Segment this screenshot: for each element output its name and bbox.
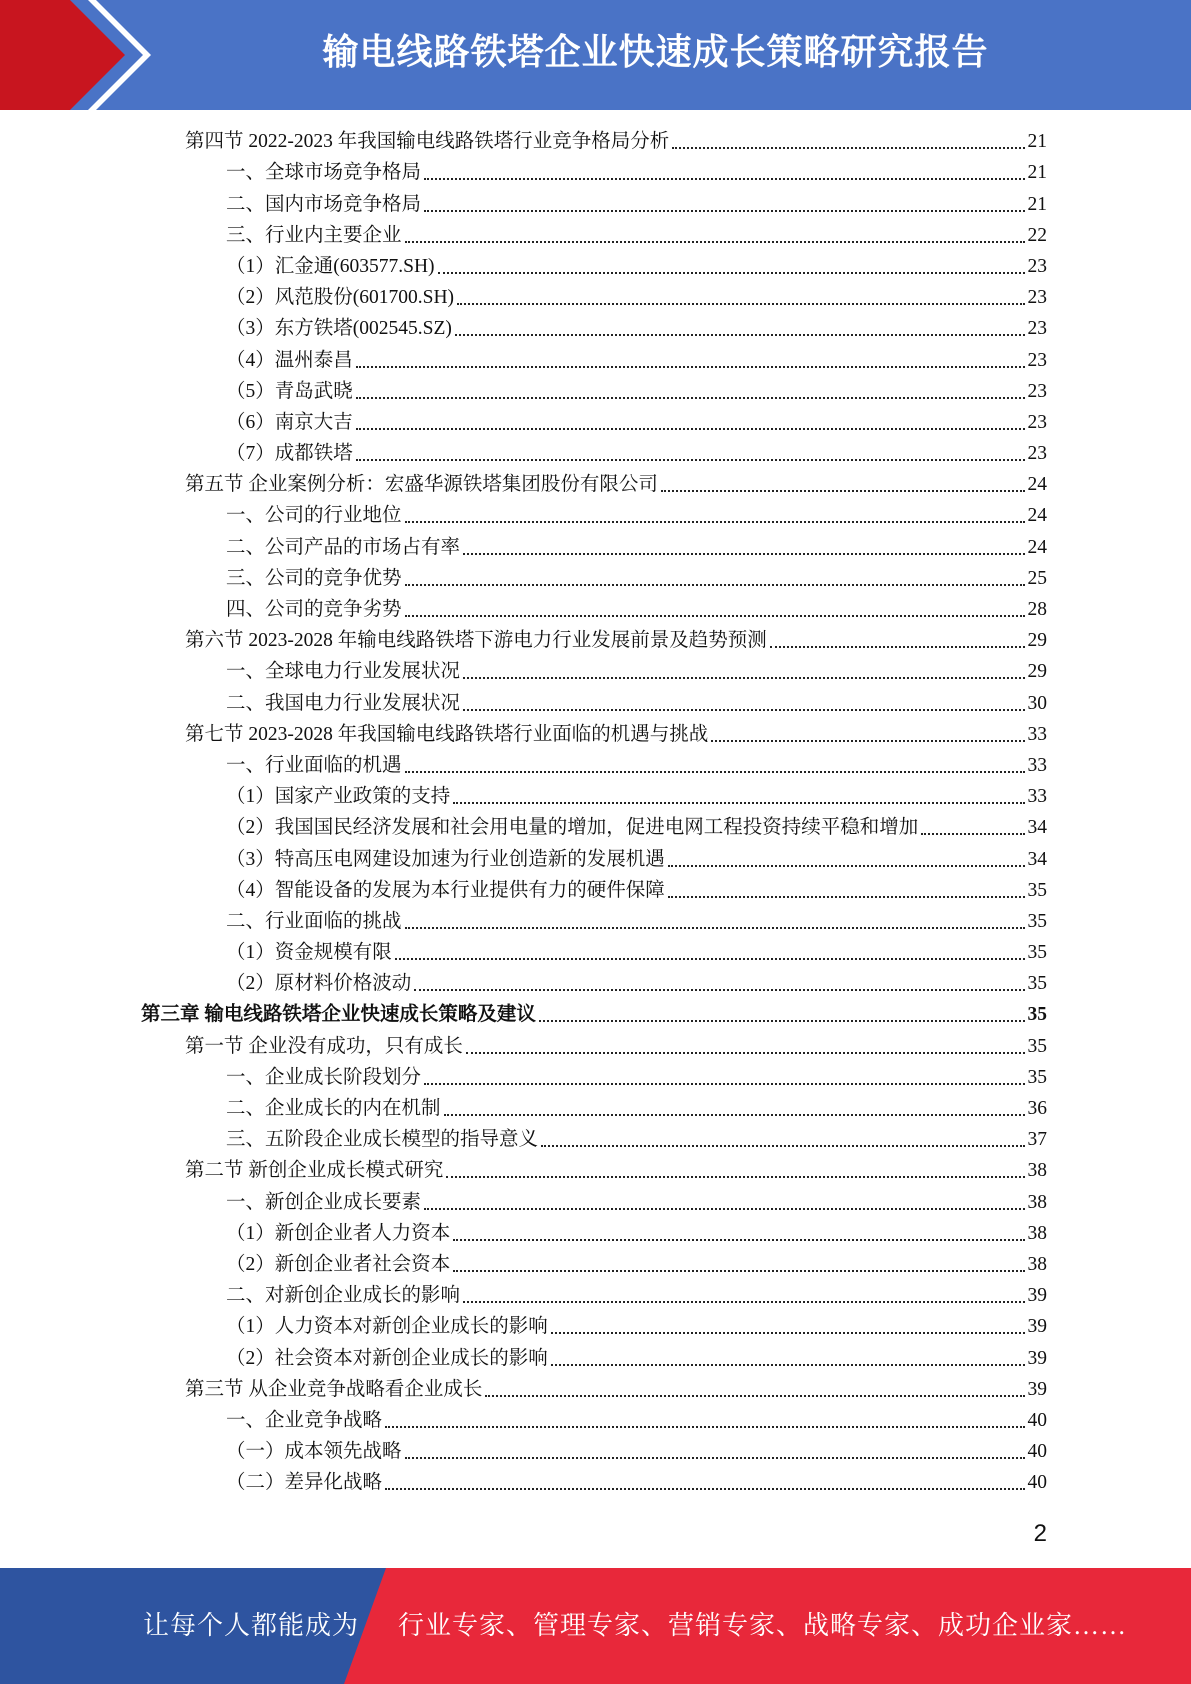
toc-entry-page: 40 — [1027, 1441, 1047, 1463]
toc-entry-title: （2）社会资本对新创企业成长的影响 — [226, 1347, 548, 1369]
footer-slogan-right: 行业专家、管理专家、营销专家、战略专家、成功企业家…… — [398, 1611, 1128, 1640]
toc-entry-page: 35 — [1027, 1066, 1047, 1088]
toc-entry-page: 33 — [1027, 754, 1047, 776]
toc-entry-page: 25 — [1027, 567, 1047, 589]
toc-entry-item[interactable] — [0, 1280, 1191, 1311]
toc-entry-title: 一、企业成长阶段划分 — [226, 1066, 422, 1088]
toc-entry-title: 一、全球电力行业发展状况 — [226, 661, 461, 683]
toc-entry-item[interactable] — [0, 1062, 1191, 1093]
toc-entry-page: 39 — [1027, 1316, 1047, 1338]
toc-entry-title: （4）智能设备的发展为本行业提供有力的硬件保障 — [226, 879, 665, 901]
table-of-contents — [0, 126, 1191, 1498]
toc-entry-title: （5）青岛武晓 — [226, 380, 353, 402]
toc-entry-item[interactable] — [0, 1186, 1191, 1217]
toc-entry-page: 21 — [1027, 162, 1047, 184]
toc-entry-title: （7）成都铁塔 — [226, 443, 353, 465]
toc-dot-leader — [485, 1395, 1024, 1397]
toc-entry-sub[interactable] — [0, 313, 1191, 344]
toc-entry-section[interactable] — [0, 1030, 1191, 1061]
toc-dot-leader — [424, 210, 1024, 212]
toc-entry-section[interactable] — [0, 1374, 1191, 1405]
toc-dot-leader — [455, 334, 1025, 336]
toc-entry-title: 一、行业面临的机遇 — [226, 754, 402, 776]
toc-entry-sub[interactable] — [0, 937, 1191, 968]
toc-entry-title: 三、五阶段企业成长模型的指导意义 — [226, 1129, 539, 1151]
toc-entry-item[interactable] — [0, 687, 1191, 718]
toc-dot-leader — [405, 615, 1025, 617]
toc-entry-title: 第六节 2023-2028 年输电线路铁塔下游电力行业发展前景及趋势预测 — [185, 630, 767, 652]
toc-entry-page: 38 — [1027, 1160, 1047, 1182]
toc-dot-leader — [405, 1457, 1025, 1459]
toc-dot-leader — [438, 272, 1025, 274]
toc-entry-page: 35 — [1027, 910, 1047, 932]
toc-entry-title: 二、国内市场竞争格局 — [226, 193, 422, 215]
toc-entry-page: 39 — [1027, 1378, 1047, 1400]
toc-entry-section[interactable] — [0, 126, 1191, 157]
toc-entry-item[interactable] — [0, 531, 1191, 562]
toc-entry-item[interactable] — [0, 563, 1191, 594]
toc-entry-item[interactable] — [0, 157, 1191, 188]
toc-entry-sub[interactable] — [0, 1467, 1191, 1498]
toc-dot-leader — [405, 771, 1025, 773]
toc-dot-leader — [405, 927, 1025, 929]
toc-dot-leader — [356, 366, 1025, 368]
toc-entry-page: 29 — [1027, 661, 1047, 683]
toc-entry-sub[interactable] — [0, 875, 1191, 906]
toc-dot-leader — [444, 1114, 1025, 1116]
page-title: 输电线路铁塔企业快速成长策略研究报告 — [322, 32, 989, 73]
toc-dot-leader — [405, 584, 1025, 586]
toc-dot-leader — [457, 303, 1024, 305]
toc-dot-leader — [668, 896, 1025, 898]
toc-entry-title: 二、行业面临的挑战 — [226, 910, 402, 932]
toc-entry-page: 35 — [1027, 942, 1047, 964]
toc-entry-title: 一、公司的行业地位 — [226, 505, 402, 527]
toc-dot-leader — [424, 1208, 1024, 1210]
toc-entry-page: 39 — [1027, 1347, 1047, 1369]
toc-entry-item[interactable] — [0, 1124, 1191, 1155]
toc-entry-section[interactable] — [0, 719, 1191, 750]
toc-dot-leader — [661, 490, 1025, 492]
toc-entry-sub[interactable] — [0, 438, 1191, 469]
toc-dot-leader — [541, 1145, 1024, 1147]
toc-entry-sub[interactable] — [0, 1218, 1191, 1249]
toc-entry-title: （6）南京大吉 — [226, 411, 353, 433]
toc-entry-sub[interactable] — [0, 843, 1191, 874]
toc-dot-leader — [405, 521, 1025, 523]
toc-entry-page: 23 — [1027, 255, 1047, 277]
toc-entry-sub[interactable] — [0, 282, 1191, 313]
toc-dot-leader — [770, 646, 1025, 648]
toc-dot-leader — [672, 147, 1024, 149]
toc-entry-title: 第三章 输电线路铁塔企业快速成长策略及建议 — [141, 1004, 536, 1026]
toc-entry-title: 三、公司的竞争优势 — [226, 567, 402, 589]
toc-entry-page: 34 — [1027, 817, 1047, 839]
toc-entry-sub[interactable] — [0, 1249, 1191, 1280]
toc-entry-page: 28 — [1027, 599, 1047, 620]
toc-entry-page: 29 — [1027, 630, 1047, 652]
toc-entry-page: 38 — [1027, 1253, 1047, 1275]
toc-dot-leader — [453, 802, 1024, 804]
toc-dot-leader — [463, 1301, 1024, 1303]
toc-entry-title: （3）特高压电网建设加速为行业创造新的发展机遇 — [226, 848, 665, 870]
toc-entry-section[interactable] — [0, 469, 1191, 500]
toc-entry-title: 三、行业内主要企业 — [226, 224, 402, 246]
toc-entry-title: 一、企业竞争战略 — [226, 1409, 383, 1431]
toc-entry-title: 第一节 企业没有成功，只有成长 — [185, 1035, 463, 1057]
toc-dot-leader — [463, 553, 1024, 555]
toc-entry-page: 23 — [1027, 411, 1047, 433]
toc-entry-title: （1）新创企业者人力资本 — [226, 1222, 451, 1244]
toc-entry-section[interactable] — [0, 625, 1191, 656]
toc-entry-title: 二、企业成长的内在机制 — [226, 1098, 441, 1119]
toc-entry-item[interactable] — [0, 656, 1191, 687]
toc-entry-item[interactable] — [0, 500, 1191, 531]
toc-entry-page: 23 — [1027, 287, 1047, 309]
toc-entry-sub[interactable] — [0, 968, 1191, 999]
toc-dot-leader — [711, 740, 1024, 742]
toc-dot-leader — [453, 1270, 1024, 1272]
toc-entry-sub[interactable] — [0, 407, 1191, 438]
toc-entry-section[interactable] — [0, 1155, 1191, 1186]
toc-entry-sub[interactable] — [0, 812, 1191, 843]
toc-entry-page: 21 — [1027, 131, 1047, 153]
toc-dot-leader — [424, 178, 1024, 180]
toc-dot-leader — [668, 865, 1025, 867]
toc-entry-page: 39 — [1027, 1285, 1047, 1307]
toc-entry-chapter[interactable] — [0, 999, 1191, 1030]
toc-dot-leader — [466, 1052, 1025, 1054]
toc-entry-title: （1）汇金通(603577.SH) — [226, 255, 435, 277]
toc-entry-item[interactable] — [0, 1405, 1191, 1436]
toc-dot-leader — [385, 1426, 1024, 1428]
toc-entry-title: 一、新创企业成长要素 — [226, 1191, 422, 1213]
toc-entry-page: 35 — [1027, 879, 1047, 901]
toc-dot-leader — [414, 989, 1024, 991]
toc-entry-title: 第四节 2022-2023 年我国输电线路铁塔行业竞争格局分析 — [185, 131, 670, 153]
toc-entry-item[interactable] — [0, 1093, 1191, 1124]
toc-dot-leader — [356, 459, 1025, 461]
toc-entry-title: （3）东方铁塔(002545.SZ) — [226, 318, 452, 340]
footer-banner — [0, 1568, 1191, 1684]
page-number: 2 — [1033, 1520, 1047, 1547]
toc-entry-page: 30 — [1027, 692, 1047, 714]
toc-entry-sub[interactable] — [0, 251, 1191, 282]
toc-entry-sub[interactable] — [0, 376, 1191, 407]
toc-entry-title: （1）人力资本对新创企业成长的影响 — [226, 1316, 548, 1338]
toc-entry-sub[interactable] — [0, 1311, 1191, 1342]
toc-entry-page: 21 — [1027, 193, 1047, 215]
toc-entry-sub[interactable] — [0, 1436, 1191, 1467]
header-banner — [0, 0, 1191, 110]
toc-entry-page: 23 — [1027, 443, 1047, 465]
toc-entry-item[interactable] — [0, 594, 1191, 625]
toc-entry-page: 23 — [1027, 349, 1047, 371]
toc-entry-page: 35 — [1027, 1035, 1047, 1057]
toc-entry-page: 33 — [1027, 786, 1047, 808]
toc-entry-title: （二）差异化战略 — [226, 1472, 383, 1494]
toc-entry-page: 24 — [1027, 536, 1047, 558]
toc-entry-page: 24 — [1027, 474, 1047, 496]
toc-dot-leader — [356, 397, 1025, 399]
toc-dot-leader — [463, 709, 1024, 711]
toc-entry-title: 二、我国电力行业发展状况 — [226, 692, 461, 714]
toc-entry-page: 38 — [1027, 1222, 1047, 1244]
footer-slogan-left: 让每个人都能成为 — [143, 1611, 360, 1640]
toc-entry-sub[interactable] — [0, 781, 1191, 812]
toc-entry-title: 一、全球市场竞争格局 — [226, 162, 422, 184]
toc-dot-leader — [395, 958, 1025, 960]
toc-entry-sub[interactable] — [0, 1342, 1191, 1373]
toc-entry-title: （4）温州泰昌 — [226, 349, 353, 371]
toc-entry-page: 23 — [1027, 380, 1047, 402]
toc-dot-leader — [385, 1488, 1024, 1490]
toc-dot-leader — [424, 1083, 1024, 1085]
toc-entry-page: 24 — [1027, 505, 1047, 527]
toc-entry-page: 40 — [1027, 1472, 1047, 1494]
toc-entry-page: 33 — [1027, 723, 1047, 745]
toc-dot-leader — [463, 677, 1024, 679]
toc-entry-title: 四、公司的竞争劣势 — [226, 599, 402, 620]
toc-dot-leader — [453, 1239, 1024, 1241]
toc-entry-page: 37 — [1027, 1129, 1047, 1151]
toc-entry-item[interactable] — [0, 906, 1191, 937]
toc-entry-title: 第三节 从企业竞争战略看企业成长 — [185, 1378, 483, 1400]
toc-entry-title: 第五节 企业案例分析：宏盛华源铁塔集团股份有限公司 — [185, 474, 658, 496]
toc-entry-page: 35 — [1027, 1004, 1047, 1026]
toc-dot-leader — [356, 428, 1025, 430]
toc-entry-title: （2）新创企业者社会资本 — [226, 1253, 451, 1275]
toc-entry-title: （一）成本领先战略 — [226, 1441, 402, 1463]
toc-entry-title: 二、对新创企业成长的影响 — [226, 1285, 461, 1307]
toc-entry-title: （2）原材料价格波动 — [226, 973, 412, 995]
toc-entry-page: 34 — [1027, 848, 1047, 870]
toc-entry-title: （1）国家产业政策的支持 — [226, 786, 451, 808]
toc-entry-page: 38 — [1027, 1191, 1047, 1213]
toc-dot-leader — [921, 833, 1024, 835]
toc-dot-leader — [539, 1020, 1025, 1022]
toc-entry-page: 23 — [1027, 318, 1047, 340]
toc-entry-page: 35 — [1027, 973, 1047, 995]
toc-entry-item[interactable] — [0, 220, 1191, 251]
toc-entry-title: 二、公司产品的市场占有率 — [226, 536, 461, 558]
toc-dot-leader — [551, 1332, 1025, 1334]
toc-entry-title: 第二节 新创企业成长模式研究 — [185, 1160, 444, 1182]
toc-entry-page: 22 — [1027, 224, 1047, 246]
toc-entry-title: （1）资金规模有限 — [226, 942, 392, 964]
toc-entry-sub[interactable] — [0, 344, 1191, 375]
toc-dot-leader — [446, 1176, 1024, 1178]
toc-entry-page: 36 — [1027, 1098, 1047, 1119]
toc-entry-item[interactable] — [0, 188, 1191, 219]
toc-dot-leader — [405, 241, 1025, 243]
toc-entry-item[interactable] — [0, 750, 1191, 781]
toc-entry-title: （2）风范股份(601700.SH) — [226, 287, 455, 309]
toc-dot-leader — [551, 1364, 1025, 1366]
toc-entry-page: 40 — [1027, 1409, 1047, 1431]
toc-entry-title: （2）我国国民经济发展和社会用电量的增加，促进电网工程投资持续平稳和增加 — [226, 817, 919, 839]
toc-entry-title: 第七节 2023-2028 年我国输电线路铁塔行业面临的机遇与挑战 — [185, 723, 709, 745]
